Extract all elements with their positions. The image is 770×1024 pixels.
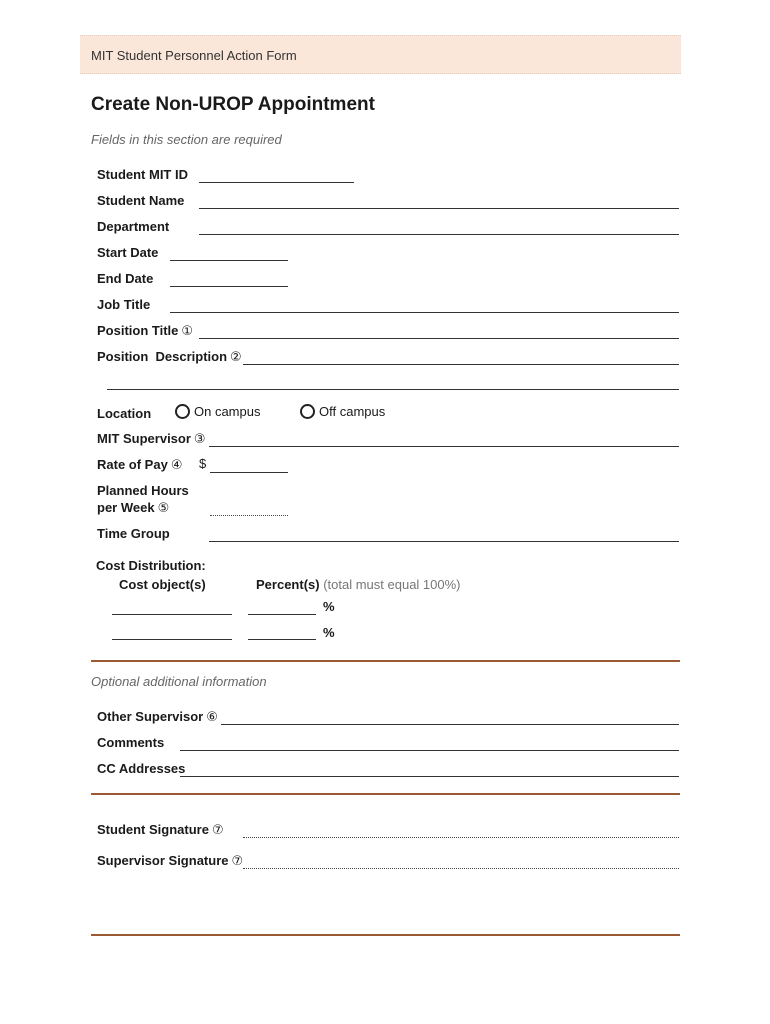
student-id-field[interactable]	[199, 182, 354, 183]
position-title-label	[97, 322, 193, 339]
rate-of-pay-label	[97, 456, 182, 473]
hours-label	[97, 482, 189, 516]
student-signature-text: Student Signature	[97, 822, 209, 837]
cost-object-field-2[interactable]	[112, 639, 232, 640]
other-supervisor-footnote-icon: ⑥	[206, 709, 218, 724]
other-supervisor-text: Other Supervisor	[97, 709, 204, 724]
student-signature-label	[97, 821, 224, 838]
supervisor-signature-field[interactable]	[243, 868, 679, 869]
position-description-label	[97, 348, 242, 365]
hours-field[interactable]	[210, 515, 288, 516]
time-group-label: Time Group	[97, 526, 170, 541]
section-divider	[91, 793, 680, 795]
cost-distribution-heading: Cost Distribution:	[96, 558, 206, 573]
other-supervisor-field[interactable]	[221, 724, 679, 725]
optional-note: Optional additional information	[91, 674, 267, 689]
location-off-campus-radio[interactable]	[300, 404, 385, 419]
department-label: Department	[97, 219, 170, 234]
comments-label: Comments	[97, 735, 165, 750]
student-signature-footnote-icon: ⑦	[211, 822, 224, 837]
cost-objects-header: Cost object(s)	[119, 577, 206, 592]
location-off-campus-label: Off campus	[319, 404, 386, 419]
radio-circle-icon	[175, 404, 190, 419]
form-header-band	[80, 35, 681, 74]
percent-field-1[interactable]	[248, 614, 316, 615]
location-on-campus-label: On campus	[194, 404, 261, 419]
end-date-label: End Date	[97, 271, 154, 286]
percent-sign-2: %	[323, 625, 335, 640]
section-divider	[91, 934, 680, 936]
position-title-text: Position Title	[97, 323, 179, 338]
page-title: Create Non-UROP Appointment	[91, 94, 375, 115]
percent-header-text: Percent(s)	[256, 577, 320, 592]
cc-addresses-field[interactable]	[180, 776, 679, 777]
rate-of-pay-footnote-icon: ④	[170, 457, 183, 472]
student-signature-field[interactable]	[243, 837, 679, 838]
supervisor-signature-text: Supervisor Signature	[97, 853, 229, 868]
start-date-field[interactable]	[170, 260, 288, 261]
position-description-field-line2[interactable]	[107, 389, 679, 390]
location-on-campus-radio[interactable]	[175, 404, 260, 419]
position-description-footnote-icon: ②	[230, 349, 242, 364]
job-title-field[interactable]	[170, 312, 679, 313]
percent-sign-1: %	[323, 599, 335, 614]
other-supervisor-label	[97, 708, 218, 725]
supervisor-field[interactable]	[209, 446, 679, 447]
position-title-field[interactable]	[199, 338, 679, 339]
percent-field-2[interactable]	[248, 639, 316, 640]
radio-circle-icon	[300, 404, 315, 419]
section-divider	[91, 660, 680, 662]
rate-of-pay-field[interactable]	[210, 472, 288, 473]
form-header-title: MIT Student Personnel Action Form	[91, 48, 297, 63]
student-id-label: Student MIT ID	[97, 167, 188, 182]
supervisor-signature-label	[97, 852, 243, 869]
department-field[interactable]	[199, 234, 679, 235]
percent-header	[256, 576, 461, 593]
end-date-field[interactable]	[170, 286, 288, 287]
supervisor-footnote-icon: ③	[193, 431, 206, 446]
supervisor-signature-footnote-icon: ⑦	[231, 853, 244, 868]
position-description-text: Position Description	[97, 349, 228, 364]
location-label: Location	[97, 406, 152, 421]
hours-label-line1: Planned Hours	[97, 483, 189, 498]
supervisor-text: MIT Supervisor	[97, 431, 191, 446]
start-date-label: Start Date	[97, 245, 159, 260]
cost-object-field-1[interactable]	[112, 614, 232, 615]
rate-of-pay-text: Rate of Pay	[97, 457, 168, 472]
currency-symbol: $	[199, 456, 207, 471]
hours-footnote-icon: ⑤	[157, 500, 170, 515]
position-title-footnote-icon: ①	[181, 323, 194, 338]
student-name-label: Student Name	[97, 193, 185, 208]
position-description-field[interactable]	[243, 364, 679, 365]
required-note: Fields in this section are required	[91, 132, 282, 147]
time-group-field[interactable]	[209, 541, 679, 542]
student-name-field[interactable]	[199, 208, 679, 209]
percent-header-note: (total must equal 100%)	[323, 577, 461, 592]
comments-field[interactable]	[180, 750, 679, 751]
job-title-label: Job Title	[97, 297, 151, 312]
supervisor-label	[97, 430, 206, 447]
hours-label-line2: per Week	[97, 500, 155, 515]
cc-addresses-label: CC Addresses	[97, 761, 186, 776]
